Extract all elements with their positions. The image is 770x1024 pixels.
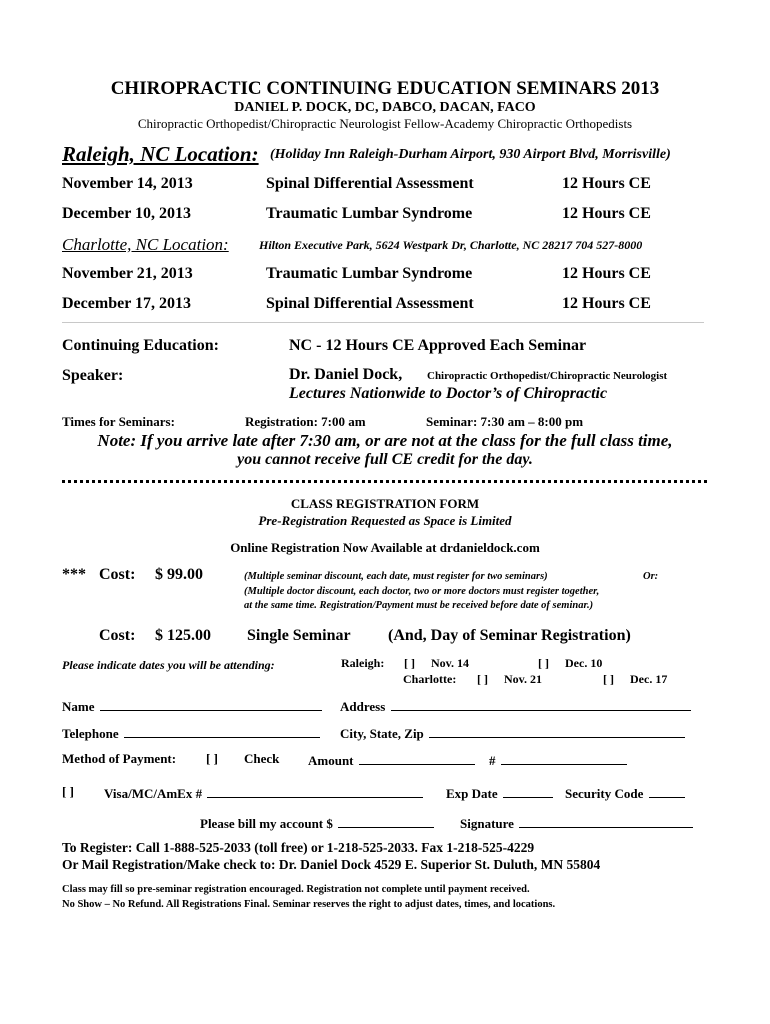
check-number-row — [489, 751, 629, 769]
bill-amount-field[interactable] — [338, 814, 434, 828]
dates-prompt: Please indicate dates you will be attending: — [62, 658, 275, 672]
session-date: November 21, 2013 — [62, 265, 193, 282]
card-row — [104, 784, 425, 802]
telephone-field[interactable] — [124, 724, 320, 738]
charlotte-venue: Hilton Executive Park, 5624 Westpark Dr, Charlotte, NC 28217 704 527-8000 — [259, 238, 643, 252]
bill-row — [200, 814, 436, 832]
name-label: Name — [62, 699, 95, 714]
hash-label: # — [489, 753, 496, 768]
session-hours: 12 Hours CE — [562, 265, 651, 282]
security-label: Security Code — [565, 786, 644, 801]
registration-time: Registration: 7:00 am — [245, 414, 366, 429]
cost-single-value: $ 125.00 — [155, 627, 211, 644]
raleigh-location-label: Raleigh, NC Location: — [62, 142, 259, 166]
fine-print: Class may fill so pre-seminar registration encouraged. Registration not complete until payment received. — [62, 884, 530, 895]
charlotte-location-label: Charlotte, NC Location: — [62, 235, 229, 254]
bill-label: Please bill my account $ — [200, 816, 333, 831]
card-checkbox[interactable]: [ ] — [62, 784, 74, 799]
card-number-field[interactable] — [207, 784, 423, 798]
security-code-field[interactable] — [649, 784, 685, 798]
speaker-title: Chiropractic Orthopedist/Chiropractic Neurologist — [427, 370, 668, 382]
signature-label: Signature — [460, 816, 514, 831]
times-label: Times for Seminars: — [62, 414, 175, 429]
amount-label: Amount — [308, 753, 354, 768]
cost-stars: *** — [62, 566, 86, 583]
dotted-divider — [62, 480, 707, 483]
mail-address-line: Or Mail Registration/Make check to: Dr. Daniel Dock 4529 E. Superior St. Duluth, MN 55804 — [62, 857, 601, 872]
doctor-credentials: Chiropractic Orthopedist/Chiropractic Neurologist Fellow-Academy Chiropractic Orthopedists — [137, 116, 633, 131]
discount-or: Or: — [643, 571, 659, 582]
charlotte-dates-label: Charlotte: — [403, 672, 457, 686]
discount-note: (Multiple doctor discount, each doctor, two or more doctors must register together, — [244, 586, 600, 597]
ce-label: Continuing Education: — [62, 337, 219, 354]
session-hours: 12 Hours CE — [562, 295, 651, 312]
fine-print: No Show – No Refund. All Registrations Final. Seminar reserves the right to adjust dates, times, and locations. — [62, 899, 556, 910]
address-row — [340, 697, 693, 715]
city-field[interactable] — [429, 724, 685, 738]
late-note-line1: Note: If you arrive late after 7:30 am, or are not at the class for the full class time, — [97, 431, 673, 450]
cost-label: Cost: — [99, 566, 136, 583]
single-seminar-label: Single Seminar — [247, 627, 351, 644]
day-of-registration-note: (And, Day of Seminar Registration) — [388, 627, 631, 644]
signature-row — [460, 814, 695, 832]
check-checkbox[interactable]: [ ] — [206, 751, 218, 766]
session-topic: Traumatic Lumbar Syndrome — [266, 205, 473, 222]
exp-date-field[interactable] — [503, 784, 553, 798]
form-title: CLASS REGISTRATION FORM — [290, 496, 480, 511]
exp-row — [446, 784, 555, 802]
session-hours: 12 Hours CE — [562, 175, 651, 192]
address-label: Address — [340, 699, 386, 714]
amount-row — [308, 751, 477, 769]
raleigh-venue: (Holiday Inn Raleigh-Durham Airport, 930 Airport Blvd, Morrisville) — [270, 147, 671, 162]
speaker-lectures: Lectures Nationwide to Doctor’s of Chiropractic — [289, 385, 608, 402]
speaker-name: Dr. Daniel Dock, — [289, 366, 403, 383]
form-subtitle: Pre-Registration Requested as Space is Limited — [258, 513, 512, 528]
discount-note: (Multiple seminar discount, each date, must register for two seminars) — [244, 571, 548, 582]
session-date: November 14, 2013 — [62, 175, 193, 192]
session-topic: Spinal Differential Assessment — [266, 175, 474, 192]
signature-field[interactable] — [519, 814, 693, 828]
ce-value: NC - 12 Hours CE Approved Each Seminar — [289, 337, 587, 354]
cost-discount-value: $ 99.00 — [155, 566, 203, 583]
telephone-row — [62, 724, 322, 742]
city-label: City, State, Zip — [340, 726, 424, 741]
speaker-label: Speaker: — [62, 367, 124, 384]
doctor-name: DANIEL P. DOCK, DC, DABCO, DACAN, FACO — [234, 100, 536, 115]
date-label: Nov. 21 — [504, 672, 543, 686]
date-label: Dec. 10 — [565, 656, 603, 670]
date-label: Nov. 14 — [431, 656, 470, 670]
checkbox-nov21[interactable]: [ ] — [477, 672, 488, 686]
raleigh-dates-label: Raleigh: — [341, 656, 385, 670]
page-title: CHIROPRACTIC CONTINUING EDUCATION SEMINARS 2013 — [110, 78, 660, 99]
checkbox-dec17[interactable]: [ ] — [603, 672, 614, 686]
payment-method-label: Method of Payment: — [62, 751, 177, 766]
divider — [62, 322, 704, 323]
session-topic: Traumatic Lumbar Syndrome — [266, 265, 473, 282]
discount-note: at the same time. Registration/Payment must be received before date of seminar.) — [244, 600, 594, 611]
late-note-line2: you cannot receive full CE credit for the day. — [237, 451, 533, 468]
name-field[interactable] — [100, 697, 322, 711]
session-hours: 12 Hours CE — [562, 205, 651, 222]
date-label: Dec. 17 — [630, 672, 668, 686]
address-field[interactable] — [391, 697, 691, 711]
seminar-time: Seminar: 7:30 am – 8:00 pm — [426, 414, 584, 429]
session-date: December 10, 2013 — [62, 205, 191, 222]
name-row — [62, 697, 324, 715]
check-number-field[interactable] — [501, 751, 627, 765]
online-registration: Online Registration Now Available at drdanieldock.com — [230, 540, 540, 555]
checkbox-dec10[interactable]: [ ] — [538, 656, 549, 670]
checkbox-nov14[interactable]: [ ] — [404, 656, 415, 670]
session-topic: Spinal Differential Assessment — [266, 295, 474, 312]
amount-field[interactable] — [359, 751, 475, 765]
session-date: December 17, 2013 — [62, 295, 191, 312]
security-row — [565, 784, 687, 802]
card-label: Visa/MC/AmEx # — [104, 786, 203, 801]
exp-label: Exp Date — [446, 786, 498, 801]
cost-label: Cost: — [99, 627, 136, 644]
telephone-label: Telephone — [62, 726, 119, 741]
city-row — [340, 724, 687, 742]
register-phone-line: To Register: Call 1-888-525-2033 (toll free) or 1-218-525-2033. Fax 1-218-525-4229 — [62, 840, 535, 855]
check-label: Check — [244, 751, 280, 766]
